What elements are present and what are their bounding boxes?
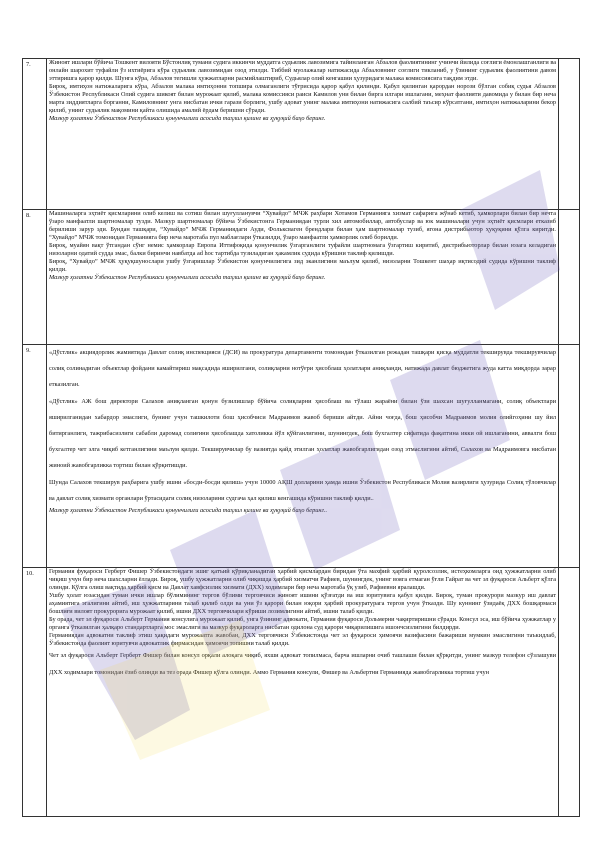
case-row xyxy=(23,345,580,568)
document-page xyxy=(22,58,573,817)
case-paragraph: Чет эл фуқароси Альберт Герберт Фишер билан консул орқали алоқага чиқиб, яхши адвокат топилмаса, барча ишларни очиб ташлаши билан қўрқитди, унинг мазкур телефон сўзлашуви ДХХ ходимлари томонидан ёзиб олинди ва тез орада Фишер қўлга олинди. Аммо Германия консули, Фишер ва Альбертни Германияда жавобгарликка тортиш учун xyxy=(49,652,556,676)
case-paragraph: Шунда Салахов текширув раҳбарига ушбу ишни «босди-босди қилиш» учун 10000 АҚШ долларини ҳамда ишни Ўзбекистон Республикаси Молия вазирлиги ҳузурида Солиқ тўловчилар ва давлат солиқ хизмати органлари ўртасидаги солиқ низоларини судгача ҳал қилиш кенгашида кўришни таклиф қилди.. xyxy=(49,478,556,502)
case-paragraph: Ушбу ҳолат юзасидан туман ички ишлар бўлимининг тергов бўлими терговчиси жиноят ишини қўзғатди ва иш юритувига қабул қилди. Бироқ, туман прокурори мазкур иш давлат аҳамиятига эгалигини айтиб, иш ҳужжатларини талаб қилиб олди ва уни ўз қарори билан юқори ҳарбий прокуратурага тергов учун ўтказди. Шу куннинг ўзидаёқ ДХХ бошқармаси бошлиғи вилоят прокурорига мурожаат қилиб, ишни ДХХ терговчилари кўриши лозимлигини айтиб, ишни талаб қилди. xyxy=(49,592,556,616)
answer-cell xyxy=(559,568,580,817)
case-row xyxy=(23,568,580,817)
answer-cell xyxy=(559,345,580,568)
case-paragraph: Жиноят ишлари бўйича Тошкент вилояти Бўстонлиқ тумани судига иккинчи муддатга судьялик лавозимига тайинланган Абзалов фаолиятининг учинчи йилида соғлиги ёмонлашганлиги ва онлайн шарохит туфайли ўз ихтиёрига кўра судьялик лавозимидан озод этилди. Тиббий муолажалар натижасида Абзаловнинг соғлиги тикланиб, у ўзининг судьялик фаолиятини давом эттиришга қарор қилди. Шунга кўра, Абзалов тегишли ҳужжатларни расмийлаштириб, Судьялар олий кенгашии ҳузуридаги малака комиссиясига тақдим этди. xyxy=(49,59,556,83)
answer-cell xyxy=(559,59,580,210)
case-row xyxy=(23,210,580,345)
case-body xyxy=(47,568,559,817)
case-paragraph: «Дўстлик» АЖ бош директори Салахов аниқланган қонун бузилишлар бўйича солиқларни ҳисоблаш ва тўлаш жараёни билан ўзи шахсан шуғулланмагани, солиқ объектлари яширилганидан хабардор эмаслиги, бунинг учун ташкилоти бош ҳисобчиси Мадраимов жавоб бериши айтди. Айни чоғда, бош ҳисобчи Мадраимов молия олийгоҳини шу йил битирганлиги, тажрибасизлиги сабабли даромад солиғини ҳисоблашда хатоликка йўл қўйганлигини, шунингдек, бош бухгалтер сифатида фақатгина икки ой ишлаганини, аввалги бош бухгалтер чет элга чиқиб кетганлигини маълум қилди. Текширувчилар бу вазиятда қайд этилган ҳолатлар жавобгарлигидан озод этмаслигини айтиб, Салахов ва Мадраимовга нисбатан жиноий жавобгарликка тортиш билан қўрқитишди. xyxy=(49,397,556,470)
case-body xyxy=(47,59,559,210)
case-number: 8. xyxy=(23,210,47,345)
case-row xyxy=(23,59,580,210)
case-number: 9. xyxy=(23,345,47,568)
case-number: 7. xyxy=(23,59,47,210)
case-paragraph: Германия фуқароси Герберт Фишер Ўзбекистондаги эшиг қатъий қўриқланадиган ҳарбий қисмлардан биридан ўта махфий ҳарбий қуролсозлик, истеҳкомларга оид ҳужжатларни олиб чиқиш учун бир неча шахсларни ёллади. Бироқ, ушбу ҳужжатларни олиб чиқишда ҳарбий хизматчи Рафиев, шунингдек, унинг вояга етмаган ўғли Гайрат ва чет эл фуқароси Альберт қўлга олинди. Қўлга олиш вақтида ҳарбий қисм ва Давлат хавфсизлик хизмати (ДХХ) ходимлари бир неча маротаба ўқ узиб, Рафиевни яралашди. xyxy=(49,568,556,592)
cases-table xyxy=(22,58,580,817)
case-task: Мазкур ҳолатни Ўзбекистон Республикаси қонунчилиги асосида таҳлил қилинг ва ҳуқуқий баҳо беринг. xyxy=(49,274,326,282)
case-paragraph: Германиядан адвокатни таклиф этиш ҳақидаги мурожаатга жавобан, ДХХ терговчиси Ўзбекистонда чет эл фуқароси ҳимоячи вазифасини бажариши мумкин эмаслигини таъкидлаб, Ўзбекистонда фаолият юритувчи адвокатлик фирмасидан ҳимоячи топишни талаб қилди. xyxy=(49,632,556,648)
case-paragraph: Бироқ, “Хувайдо” МЧЖ ҳуқуқшунослари ушбу ўзгаришлар Ўзбекистон қонунчилигига зид эканлигини маълум қилиб, низоларни Тошкент шаҳар иқтисодий судида кўришни таклиф қилди. xyxy=(49,258,556,274)
case-paragraph: Бу орада, чет эл фуқароси Альберт Германия консулига мурожаат қилиб, унга ўзининг адвокати, Германия фуқароси Дольмерни чақиртиришни сўради. Консул эса, иш бўйича ҳужжатлар у органга ўтказилган ҳалқаро стандартларга мос эмаслиги ва мазкур фуқароларга нисбатан одилона суд қарори чиқарилишига ишончсизлигини билдирди. xyxy=(49,616,556,632)
case-paragraph: Бироқ, муайян вақт ўтгандан сўнг немис ҳамкорлар Европа Иттифоқида қонунчилик ўзгарганлиги туфайли шартномага ўзгартиш киритиб, дистрибьюторлар билан юзага келадиган низоларни одатий судда эмас, балки биринчи навбатда ad hoc тартибда тузиладиган ҳакамлик судида кўришни таклиф қилишди. xyxy=(49,242,556,258)
case-paragraph: Бироқ, имтиҳон натижаларига кўра, Абзалов малака имтиҳонни топшира олмаганлиги тўғрисида қарор қабул қилинди. Қабул қилинган қарордан норози бўлган собиқ судья Абзалов Ўзбекистон Республикаси Олий судига шикоят билан мурожаат қилиб, малака комиссияси раиси Камилов уни билан бирга илгари ишлагани, меҳнат фаолияти давомида у билан бир неча марта зиддиятларга борганни, Камиловнинг унга нисбатан ички гарази борлиги, ушбу адоват унинг малака имтиҳони натижасига салбий таъсир кўрсатгани, имтиҳон натижаларини бекор қилиб, унинг судьялик мақомини қайта олишида амалий ёрдам беришни сўради. xyxy=(49,83,556,115)
case-task: Мазкур ҳолатни Ўзбекистон Республикаси қонунчилиги асосида таҳлил қилинг ва ҳуқуқий баҳо беринг. xyxy=(49,115,326,123)
case-task: Мазкур ҳолатни Ўзбекистон Республикаси қонунчилиги асосида таҳлил қилинг ва ҳуқуқий баҳо беринг.. xyxy=(49,507,328,515)
case-body xyxy=(47,210,559,345)
case-paragraph: «Дўстлик» акциядорлик жамиятида Давлат солиқ инспекцияси (ДСИ) ва прокуратура департаменти томонидан ўтказилган режадан ташқари қисқа муддатли текширувда текширувчилар солиқ солинадиган объектлар фойдани камайтириш мақсадида яширилгани, солиқларни нотўғри ҳисоблаш ҳолатлари аниқланди, натижада давлат бюджетига жуда катта миқдорда зарар етказилган. xyxy=(49,349,556,389)
case-number: 10. xyxy=(23,568,47,817)
case-body xyxy=(47,345,559,568)
answer-cell xyxy=(559,210,580,345)
case-paragraph: Машиналарга эҳтиёт қисмларини олиб келиш ва сотиш билан шуғулланувчи “Хувайдо” МЧЖ раҳбари Хотамов Германияга хизмат сафарига жўнаб кетиб, ҳамкорлари билан бир нечта ўзаро манфаатли шартномалар тузди. Мазкур шартномалар бўйича Ўзбекистонга Германиядан турли хил автомобиллар, автобуслар ва юк машиналари учун эҳтиёт қисмлари етказиб берилиши зарур эди. Бундан ташқари, “Хувайдо” МЧЖ Германиядаги Ауди, Фольксваген брендлари билан ҳам шартномалар тузиб, ягона дистрибьютор ҳуқуқини қўлга киритди. “Хувайдо” МЧЖ томонидан Германияга бир неча маротаба пул маблағлари ўтказилди, ўзаро манфаатли ҳамкорлик олиб борилди. xyxy=(49,210,556,242)
